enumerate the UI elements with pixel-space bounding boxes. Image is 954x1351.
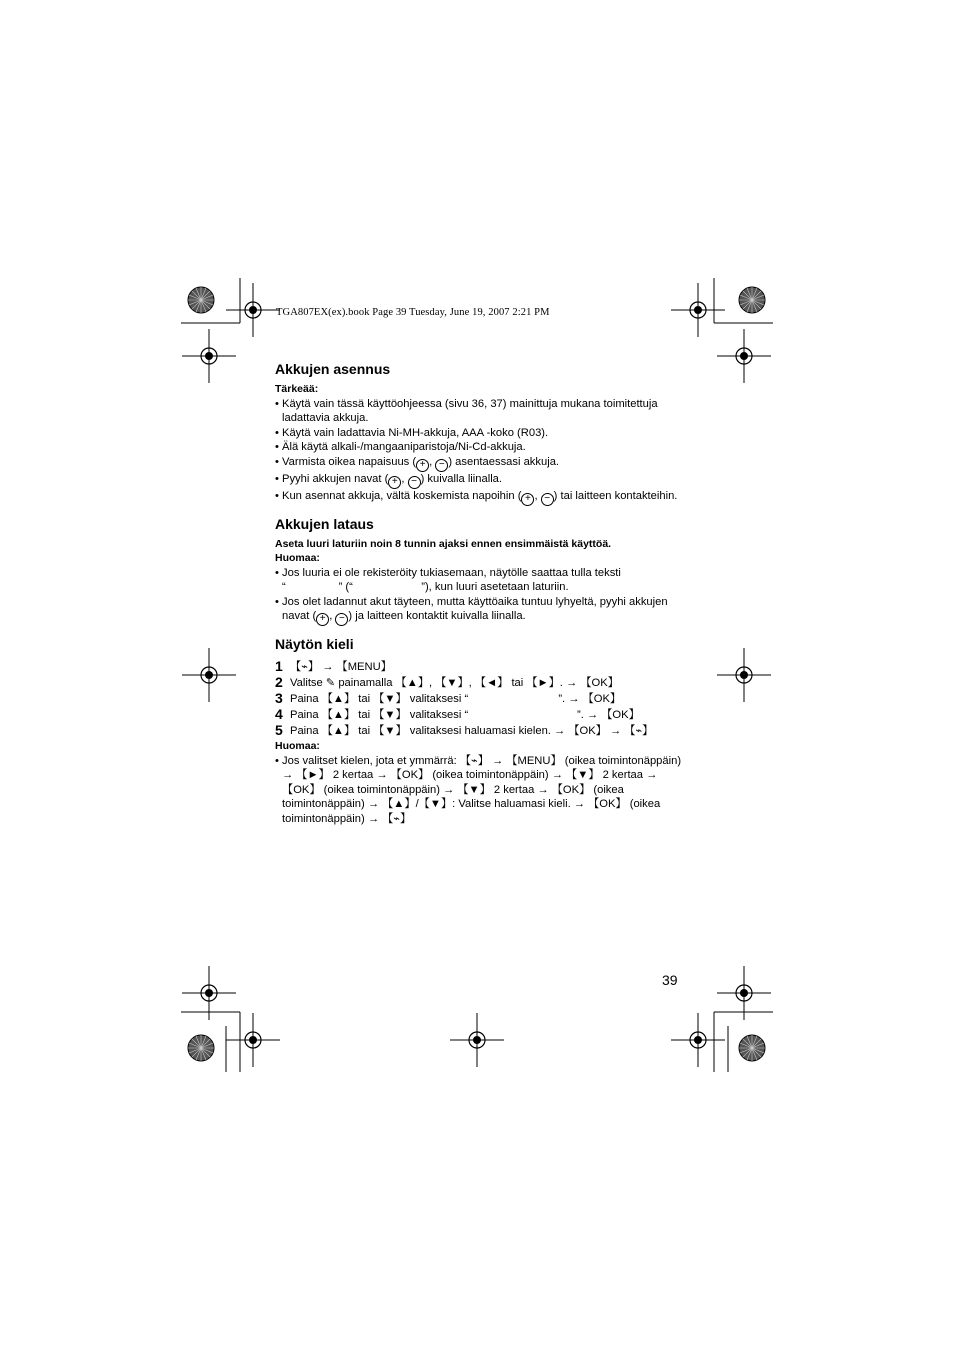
text: Pyyhi akkujen navat ( — [282, 472, 389, 485]
book-header-line: TGA807EX(ex).book Page 39 Tuesday, June 19, 2007 2:21 PM — [276, 307, 550, 318]
text: ) asentaessasi akkuja. — [448, 455, 560, 468]
section-title: Akkujen asennus — [275, 361, 391, 377]
step-number: 1 — [275, 658, 283, 674]
text: Varmista oikea napaisuus ( — [282, 455, 417, 468]
section-battery-install — [275, 360, 685, 506]
important-label: Tärkeää: — [275, 383, 319, 395]
step-text: Paina 【▲】 tai 【▼】 valitaksesi haluamasi kielen. → 【OK】 → 【⌁】 — [290, 725, 654, 737]
text: ) ja laitteen kontaktit kuivalla liinalla. — [348, 610, 526, 622]
note-list — [275, 754, 685, 827]
important-list — [275, 397, 685, 506]
plus-icon: + — [316, 613, 329, 626]
step-item — [275, 691, 685, 707]
text: Jos luuria ei ole rekisteröity tukiasemaan, näytölle saattaa tulla teksti — [282, 566, 621, 579]
section-title: Näytön kieli — [275, 636, 354, 652]
page-number: 39 — [662, 972, 678, 988]
step-number: 3 — [275, 690, 283, 706]
step-text: Valitse ✎ painamalla 【▲】, 【▼】, 【◄】 tai 【►】. → 【OK】 — [290, 677, 619, 689]
text: ) kuivalla liinalla. — [420, 472, 503, 485]
step-item — [275, 707, 685, 723]
section-title: Akkujen lataus — [275, 515, 374, 532]
list-item: • Jos olet ladannut akut täyteen, mutta käyttöaika tuntuu lyhyeltä, pyyhi akkujen navat ( + , − ) ja laitteen kontaktit kuivalla liinalla. — [275, 595, 685, 627]
list-item: • Pyyhi akkujen navat ( + , − ) kuivalla liinalla. — [275, 472, 685, 489]
list-item: • Käytä vain ladattavia Ni-MH-akkuja, AAA -koko (R03). — [275, 426, 685, 441]
note-label: Huomaa: — [275, 552, 320, 564]
step-number: 4 — [275, 706, 283, 722]
list-item: • Kun asennat akkuja, vältä koskemista napoihin ( + , − ) tai laitteen kontakteihin. — [275, 489, 685, 506]
minus-icon: − — [335, 613, 348, 626]
list-item — [275, 566, 685, 595]
step-text: Paina 【▲】 tai 【▼】 valitaksesi “ ”. → 【OK】 — [290, 709, 640, 721]
minus-icon: − — [408, 476, 421, 489]
text: ) tai laitteen kontakteihin. — [553, 489, 678, 502]
plus-icon: + — [416, 459, 429, 472]
list-item: • Käytä vain tässä käyttöohjeessa (sivu 36, 37) mainittuja mukana toimitettuja ladattavia akkuja. — [275, 397, 685, 426]
step-item — [275, 723, 685, 739]
note-label: Huomaa: — [275, 740, 320, 752]
step-number: 5 — [275, 722, 283, 738]
charge-instruction: Aseta luuri laturiin noin 8 tunnin ajaksi ennen ensimmäistä käyttöä. — [275, 537, 612, 550]
steps-list — [275, 659, 685, 739]
step-text: 【⌁】 → 【MENU】 — [290, 661, 392, 673]
minus-icon: − — [541, 493, 554, 506]
plus-icon: + — [388, 476, 401, 489]
step-item — [275, 659, 685, 675]
list-item: • Älä käytä alkali-/mangaaniparistoja/Ni-Cd-akkuja. — [275, 440, 685, 455]
section-display-language — [275, 635, 685, 826]
text: Jos olet ladannut akut täyteen, mutta käyttöaika tuntuu lyhyeltä, pyyhi akkujen navat ( — [282, 595, 668, 622]
list-item: • Jos valitset kielen, jota et ymmärrä: 【⌁】 → 【MENU】 (oikea toimintonäppäin) → 【►】 2 kertaa → 【OK】 (oikea toimintonäppäin) → 【▼】 2 kertaa → 【OK】 (oikea toimintonäppäin) → 【▼】 2 kertaa → 【OK】 (oikea toimintonäppäin) → 【▲】/【▼】: Valitse haluamasi kieli. → 【OK】 (oikea toimintonäppäin) → 【⌁】 — [275, 754, 685, 827]
plus-icon: + — [521, 493, 534, 506]
step-item — [275, 675, 685, 691]
text: “ ” (“ ”), kun luuri asetetaan laturiin. — [282, 581, 569, 593]
note-list — [275, 566, 685, 627]
text: Kun asennat akkuja, vältä koskemista napoihin ( — [282, 489, 522, 502]
step-number: 2 — [275, 674, 283, 690]
minus-icon: − — [435, 459, 448, 472]
section-battery-charge — [275, 515, 685, 627]
list-item: • Varmista oikea napaisuus ( + , − ) asentaessasi akkuja. — [275, 455, 685, 472]
step-text: Paina 【▲】 tai 【▼】 valitaksesi “ ”. → 【OK】 — [290, 693, 622, 705]
page-content — [275, 360, 685, 826]
